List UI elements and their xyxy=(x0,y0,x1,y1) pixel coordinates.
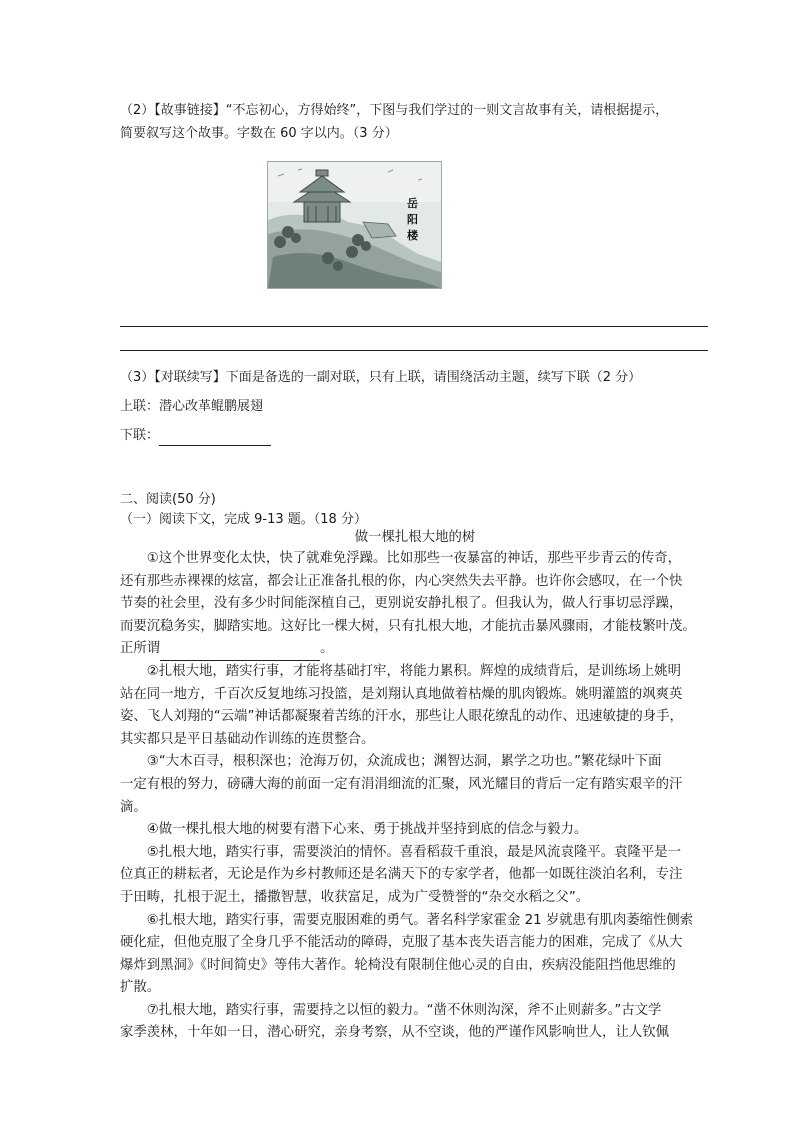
paragraph-4 xyxy=(120,819,710,842)
couplet-lower xyxy=(120,426,271,446)
answer-line-1[interactable] xyxy=(120,326,708,327)
couplet-lower-label: 下联： xyxy=(120,428,160,443)
text-line: 硬化症，但他克服了全身几乎不能活动的障碍，克服了基本丧失语言能力的困难，完成了《从大 xyxy=(120,935,683,951)
painting-caption xyxy=(407,196,419,244)
text-line: 节奏的社会里，没有多少时间能深植自己，更别说安静扎根了。但我认为，做人行事切忌浮躁， xyxy=(120,596,683,612)
paragraph-7 xyxy=(120,1000,710,1045)
text-line: 站在同一地方，千百次反复地练习投篮，是刘翔认真地做着枯燥的肌肉锻炼。姚明灌篮的飒爽英 xyxy=(120,686,683,702)
text-line-with-blank: 正所谓 。 xyxy=(120,638,710,661)
answer-line-2[interactable] xyxy=(120,350,708,351)
text-line: 滴。 xyxy=(120,799,147,815)
yueyang-tower-painting xyxy=(267,161,442,289)
section-heading: 二、阅读(50 分) xyxy=(120,492,216,507)
caption-char: 楼 xyxy=(407,229,418,242)
text-line: 位真正的耕耘者，无论是作为乡村教师还是名满天下的专家学者，他都一如既往淡泊名利，专注 xyxy=(120,867,683,883)
article-title: 做一棵扎根大地的树 xyxy=(354,530,476,545)
text-line: 而要沉稳务实，脚踏实地。这好比一棵大树，只有扎根大地，才能抗击暴风骤雨，才能枝繁叶茂。 xyxy=(120,618,696,634)
article-body xyxy=(120,548,710,1045)
text-line: ④做一棵扎根大地的树要有潜下心来、勇于挑战并坚持到底的信念与毅力。 xyxy=(146,822,588,838)
couplet-upper: 上联：潜心改革鲲鹏展翅 xyxy=(120,399,264,414)
text-line: 扩散。 xyxy=(120,980,161,996)
fill-in-blank[interactable] xyxy=(160,644,320,661)
paragraph-3 xyxy=(120,751,710,819)
couplet-lower-blank[interactable] xyxy=(159,431,271,446)
q3-prompt: （3）【对联续写】下面是备选的一副对联，只有上联，请围绕活动主题，续写下联（2 分） xyxy=(120,370,642,385)
text-line: ⑤扎根大地，踏实行事，需要淡泊的情怀。喜看稻菽千重浪，最是风流袁隆平。袁隆平是一 xyxy=(146,844,682,860)
caption-char: 岳 xyxy=(407,197,418,210)
text-line: 还有那些赤裸裸的炫富，都会让正准备扎根的你，内心突然失去平静。也许你会感叹，在一个快 xyxy=(120,573,683,589)
text-line: 一定有根的努力，磅礴大海的前面一定有涓涓细流的汇聚，风光耀目的背后一定有踏实艰辛的汗 xyxy=(120,776,683,792)
text-line: 爆炸到黑洞》《时间简史》等伟大著作。轮椅没有限制住他心灵的自由，疾病没能阻挡他思维的 xyxy=(120,957,676,973)
text-line: ③“大木百寻，根积深也；沧海万仞，众流成也；渊智达洞，累学之功也。”繁花绿叶下面 xyxy=(146,754,662,770)
paragraph-2 xyxy=(120,661,710,751)
text-line: 于田畴，扎根于泥土，播撒智慧，收获富足，成为广受赞誉的“杂交水稻之父”。 xyxy=(120,889,590,905)
text-line: ⑦扎根大地，踏实行事，需要持之以恒的毅力。“凿不休则沟深，斧不止则薪多。”古文学 xyxy=(146,1002,662,1018)
text-line: 其实都只是平日基础动作训练的连贯整合。 xyxy=(120,731,375,747)
section-subheading: （一）阅读下文，完成 9-13 题。（18 分） xyxy=(120,512,367,527)
paragraph-1 xyxy=(120,548,710,661)
text-line: ②扎根大地，踏实行事，才能将基础打牢，将能力累积。辉煌的成绩背后，是训练场上姚明 xyxy=(146,663,682,679)
paragraph-6 xyxy=(120,910,710,1000)
text-line: ①这个世界变化太快，快了就难免浮躁。比如那些一夜暴富的神话，那些平步青云的传奇， xyxy=(146,551,682,566)
paragraph-5 xyxy=(120,842,710,910)
caption-char: 阳 xyxy=(407,213,418,226)
q2-prompt-line2: 简要叙写这个故事。字数在 60 字以内。（3 分） xyxy=(120,126,398,141)
text-line: ⑥扎根大地，踏实行事，需要克服困难的勇气。著名科学家霍金 21 岁就患有肌肉萎缩性侧索 xyxy=(146,912,694,928)
q2-prompt-line1: （2）【故事链接】“不忘初心，方得始终”，下图与我们学过的一则文言故事有关，请根据提示， xyxy=(120,103,669,118)
text-line: 姿、飞人刘翔的“云端”神话都凝聚着苦练的汗水，那些让人眼花缭乱的动作、迅速敏捷的身手， xyxy=(120,709,683,725)
text-fragment: 正所谓 xyxy=(120,641,161,657)
text-line: 家季羡林，十年如一日，潜心研究，亲身考察，从不空谈，他的严谨作风影响世人，让人钦佩 xyxy=(120,1025,670,1041)
